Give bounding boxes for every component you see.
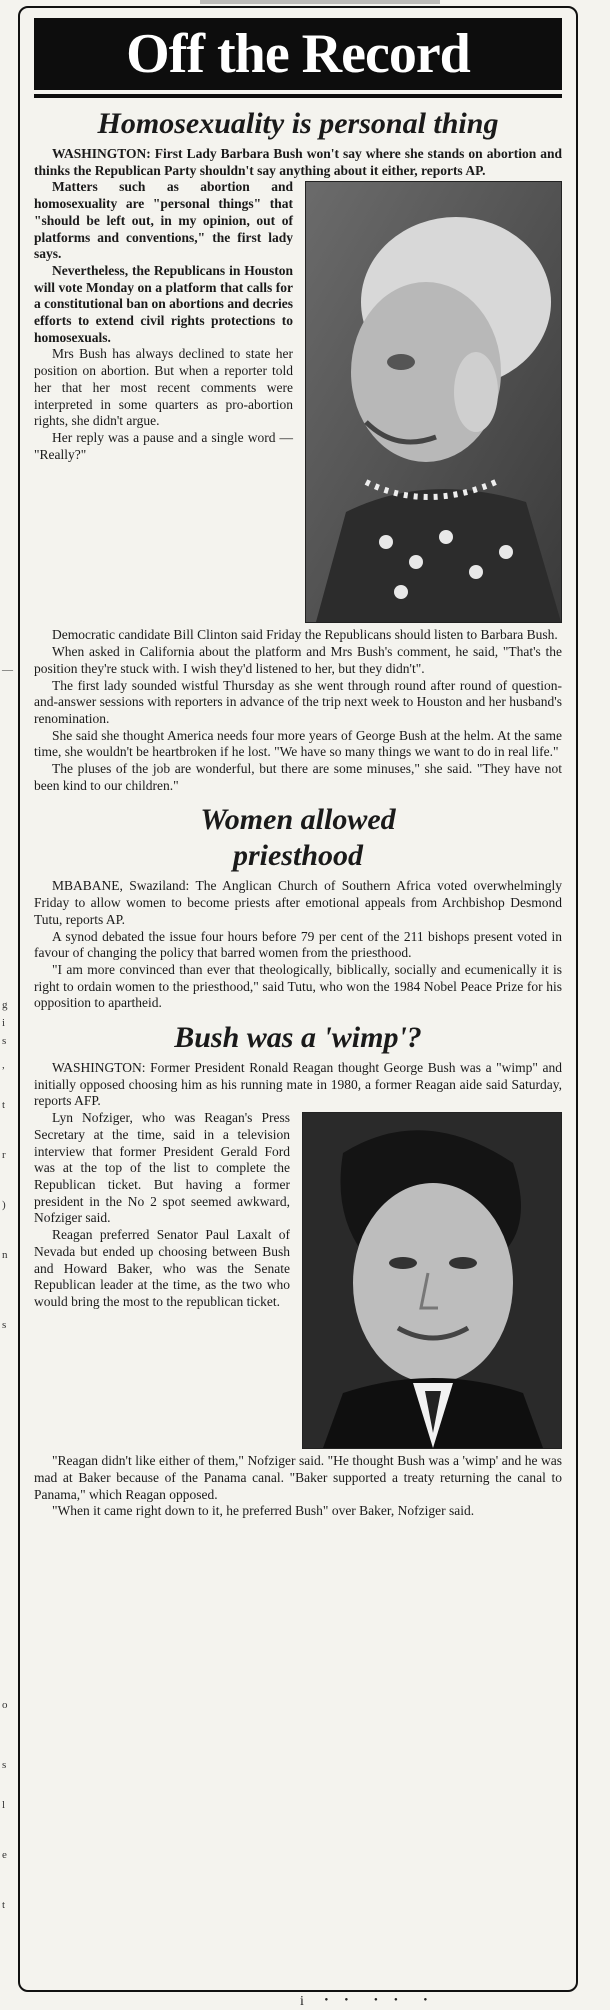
clipped-top-text [200, 0, 440, 4]
body-paragraph: She said she thought America needs four more years of George Bush at the helm. At the same time, she wouldn't be heartbroken if he lost. "We have so many things we want to do in real life." [34, 727, 562, 760]
portrait-photo-icon [305, 181, 562, 623]
headline: Bush was a 'wimp'? [174, 1021, 422, 1055]
body-paragraph: When asked in California about the platform and Mrs Bush's comment, he said, "That's the position they're stuck with. I wish they'd listened to her, but they didn't". [34, 644, 562, 676]
body-paragraph: A synod debated the issue four hours before 79 per cent of the 211 bishops present voted in favour of changing the policy that barred women from the priesthood. [34, 928, 562, 961]
body-paragraph: "When it came right down to it, he preferred Bush" over Baker, Nofziger said. [52, 1503, 475, 1519]
body-paragraph: The first lady sounded wistful Thursday as she went through round after round of question-and-answer sessions with reporters in advance of the trip next week to Houston and her husband's renomination. [34, 677, 562, 726]
body-paragraph: Democratic candidate Bill Clinton said Friday the Republicans should listen to Barbara Bush. [52, 627, 558, 643]
body-paragraph: Nevertheless, the Republicans in Houston will vote Monday on a platform that calls for a constitutional ban on abortions and decries efforts to extend civil rights protections to homosexuals. [34, 262, 293, 345]
left-edge-clipped-text: — g i s , t r ) n s o s l e t [2, 664, 13, 1911]
masthead-rule [34, 94, 562, 98]
body-paragraph: Her reply was a pause and a single word — "Really?" [34, 429, 293, 462]
lead-paragraph: WASHINGTON: Former President Ronald Reagan thought George Bush was a "wimp" and initially opposed choosing him as his running mate in 1980, a former Reagan aide said Saturday, reports AFP. [34, 1060, 562, 1109]
body-paragraph: Lyn Nofziger, who was Reagan's Press Secretary at the time, said in a television interview that former President Gerald Ford was at the top of the list to complete the Republican ticket. But having a former president in the No 2 spot seemed awkward, Nofziger said. [34, 1110, 290, 1226]
headline: Homosexuality is personal thing [97, 107, 499, 140]
body-paragraph: Reagan preferred Senator Paul Laxalt of Nevada but ended up choosing between Bush and Howard Baker, who was the Senate Republican leader at the time, as the two who would bring the most to the republican ticket. [34, 1227, 290, 1309]
article-women-priesthood [34, 802, 562, 1012]
body-paragraph: "Reagan didn't like either of them," Nofziger said. "He thought Bush was a 'wimp' and he was mad at Baker because of the Panama canal. "Baker supported a treaty returning the canal to Panama," which Reagan opposed. [34, 1453, 562, 1502]
clipped-bottom-text: i ・・ ・・ ・ [300, 1994, 439, 2009]
body-paragraph: The pluses of the job are wonderful, but there are some minuses," she said. "They have not been kind to our children." [34, 761, 562, 793]
portrait-photo-icon [302, 1112, 562, 1449]
body-paragraph: Matters such as abortion and homosexuality are "personal things" that "should be left out, in my opinion, out of platforms and conventions," the first lady says. [34, 179, 293, 262]
lead-paragraph: WASHINGTON: First Lady Barbara Bush won't say where she stands on abortion and thinks the Republican Party shouldn't say anything about it either, reports AP. [34, 146, 562, 178]
article-column [18, 6, 578, 1992]
masthead-title: Off the Record [34, 18, 562, 90]
article-barbara-bush [34, 106, 562, 794]
lead-paragraph [34, 878, 562, 928]
body-paragraph: "I am more convinced than ever that theologically, biblically, socially and ecumenically it is right to ordain women to the priesthood," said Tutu, who won the 1984 Nobel Peace Prize for his opposition to apartheid. [34, 961, 562, 1011]
body-paragraph: Mrs Bush has always declined to state her position on abortion. But when a reporter told her that her most recent comments were interpreted in some quarters as pro-abortion rights, she didn't argue. [34, 346, 293, 429]
lead-text: The Anglican Church of Southern Africa voted overwhelmingly Friday to allow women to become priests after emotional appeals from Archbishop Desmond Tutu, reports AP. [34, 878, 562, 927]
article-bush-wimp [34, 1020, 562, 1520]
dateline: MBABANE, Swaziland: [52, 878, 190, 894]
headline: Women allowed priesthood [200, 803, 396, 873]
